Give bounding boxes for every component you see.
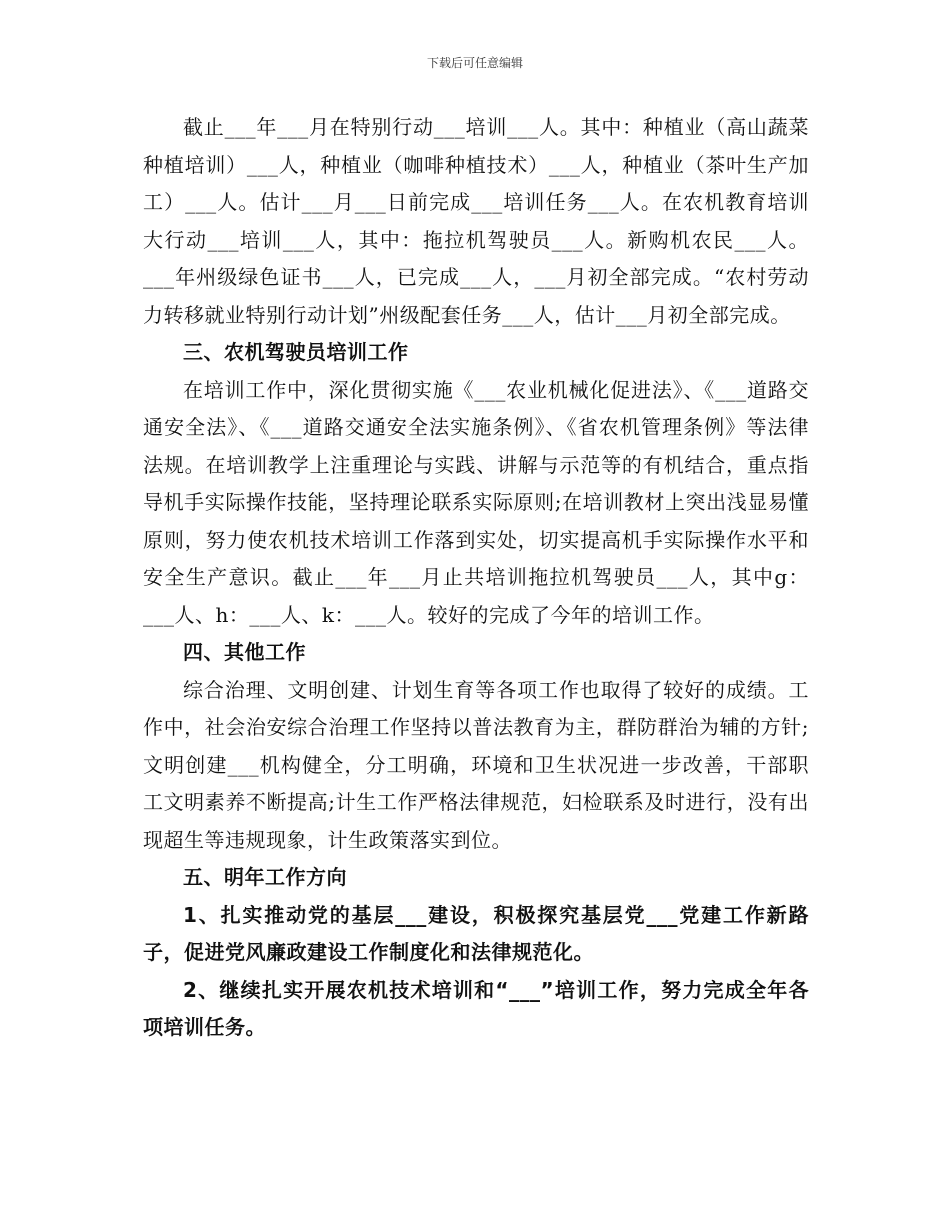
- paragraph-training-stats: 截止___年___月在特别行动___培训___人。其中：种植业（高山蔬菜种植培训）___人，种植业（咖啡种植技术）___人，种植业（茶叶生产加工）___人。估计___月___日前完成___培训任务___人。在农机教育培训大行动___培训___人，其中：拖拉机驾驶员___人。新购机农民___人。___年州级绿色证书___人，已完成___人，___月初全部完成。“农村劳动力转移就业特别行动计划”州级配套任务___人，估计___月初全部完成。: [143, 115, 809, 327]
- section-heading-driver-training: 三、农机驾驶员培训工作: [183, 340, 409, 364]
- section-heading-other-work: 四、其他工作: [183, 640, 306, 664]
- paragraph-next-year-item-2: 2、继续扎实开展农机技术培训和“___”培训工作，努力完成全年各项培训任务。: [143, 977, 809, 1039]
- paragraph-other-work: 综合治理、文明创建、计划生育等各项工作也取得了较好的成绩。工作中，社会治安综合治理工作坚持以普法教育为主，群防群治为辅的方针;文明创建___机构健全，分工明确，环境和卫生状况进一步改善，干部职工文明素养不断提高;计生工作严格法律规范，妇检联系及时进行，没有出现超生等违规现象，计生政策落实到位。: [143, 677, 809, 852]
- document-body: [143, 109, 809, 1047]
- page-header: 下载后可任意编辑: [426, 56, 523, 70]
- paragraph-next-year-item-1: 1、扎实推动党的基层___建设，积极探究基层党___党建工作新路子，促进党风廉政建设工作制度化和法律规范化。: [143, 902, 809, 964]
- paragraph-driver-training: 在培训工作中，深化贯彻实施《___农业机械化促进法》、《___道路交通安全法》、《___道路交通安全法实施条例》、《省农机管理条例》等法律法规。在培训教学上注重理论与实践、讲解与示范等的有机结合，重点指导机手实际操作技能，坚持理论联系实际原则;在培训教材上突出浅显易懂原则，努力使农机技术培训工作落到实处，切实提高机手实际操作水平和安全生产意识。截止___年___月止共培训拖拉机驾驶员___人，其中g：___人、h：___人、k：___人。较好的完成了今年的培训工作。: [143, 377, 809, 627]
- section-heading-next-year: 五、明年工作方向: [183, 865, 347, 889]
